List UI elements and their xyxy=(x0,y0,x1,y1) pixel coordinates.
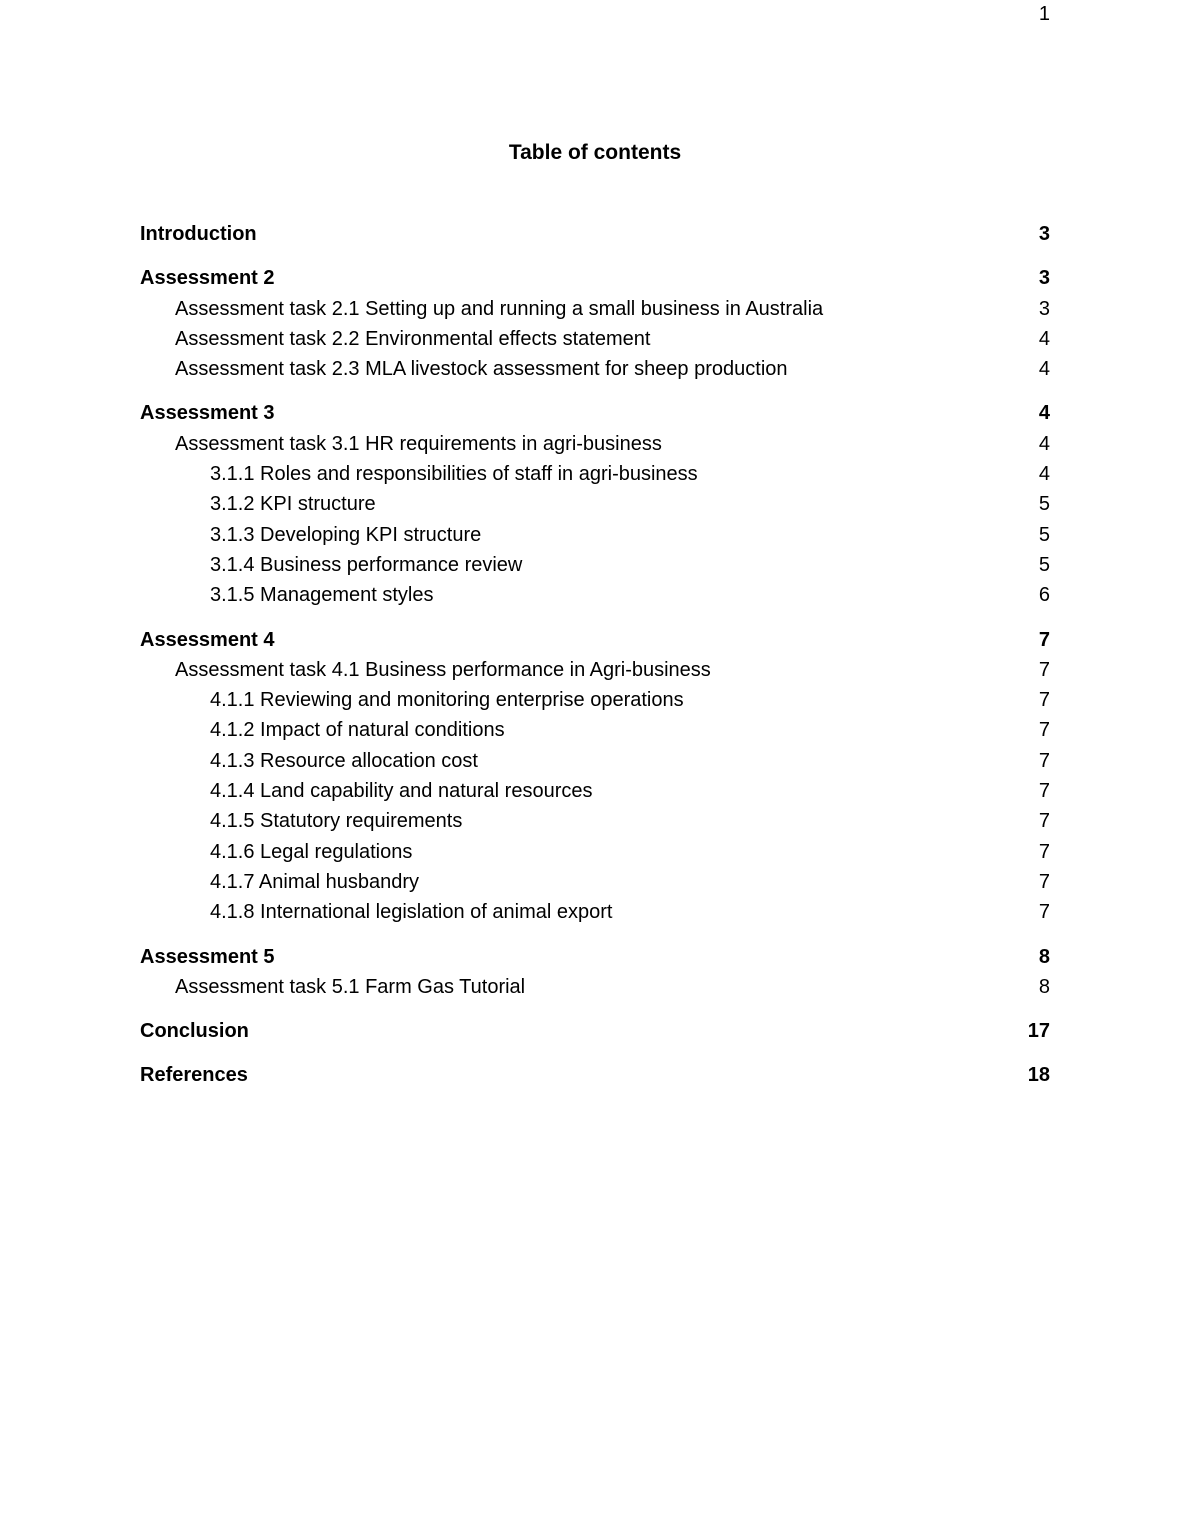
toc-entry[interactable] xyxy=(140,746,1050,776)
toc-entry-page: 3 xyxy=(1038,223,1050,245)
toc-entry[interactable] xyxy=(140,942,1050,972)
toc-entry-page: 7 xyxy=(1038,870,1050,893)
toc-entry-page: 5 xyxy=(1038,553,1050,576)
toc-entry-page: 4 xyxy=(1038,432,1050,455)
toc-entry[interactable] xyxy=(140,685,1050,715)
toc-entry[interactable] xyxy=(140,897,1050,927)
toc-entry[interactable] xyxy=(140,489,1050,519)
toc-entry-page: 7 xyxy=(1038,780,1050,803)
toc-entry[interactable] xyxy=(140,1060,1050,1090)
toc-entry-label: Assessment 3 xyxy=(140,402,275,425)
toc-entry-page: 7 xyxy=(1038,749,1050,772)
toc-entry-label: 4.1.5 Statutory requirements xyxy=(210,810,463,833)
toc-entry-page: 5 xyxy=(1038,523,1050,546)
toc-entry-label: Assessment task 2.2 Environmental effects statement xyxy=(175,327,651,350)
toc-entry[interactable] xyxy=(140,459,1050,489)
toc-entry-label: Conclusion xyxy=(140,1020,249,1043)
toc-entry-label: Assessment task 3.1 HR requirements in agri-business xyxy=(175,432,662,455)
toc-entry-label: 4.1.8 International legislation of animal export xyxy=(210,901,613,924)
toc-entry[interactable] xyxy=(140,398,1050,428)
toc-entry[interactable] xyxy=(140,867,1050,897)
toc-entry[interactable] xyxy=(140,1016,1050,1046)
toc-entry-label: 4.1.2 Impact of natural conditions xyxy=(210,719,505,742)
toc-entry-label: 3.1.1 Roles and responsibilities of staff in agri-business xyxy=(210,463,698,486)
toc-entry-page: 5 xyxy=(1038,493,1050,516)
toc-entry[interactable] xyxy=(140,520,1050,550)
toc-entry-label: Introduction xyxy=(140,223,257,245)
toc-entry[interactable] xyxy=(140,580,1050,610)
toc-entry-page: 7 xyxy=(1038,840,1050,863)
toc-entry[interactable] xyxy=(140,294,1050,324)
toc-entry[interactable] xyxy=(140,219,1050,249)
page-number: 1 xyxy=(1038,3,1050,25)
toc-entry-page: 7 xyxy=(1038,628,1050,651)
toc-entry-label: 3.1.2 KPI structure xyxy=(210,493,376,516)
toc-entry-label: Assessment task 5.1 Farm Gas Tutorial xyxy=(175,975,526,998)
toc-entry-page: 3 xyxy=(1038,297,1050,320)
toc-entry-label: 4.1.1 Reviewing and monitoring enterprise operations xyxy=(210,689,684,712)
toc-entry[interactable] xyxy=(140,263,1050,293)
toc-entry-page: 3 xyxy=(1038,267,1050,290)
toc-entry[interactable] xyxy=(140,625,1050,655)
toc-entry-label: 4.1.3 Resource allocation cost xyxy=(210,749,478,772)
toc-entry-page: 4 xyxy=(1038,463,1050,486)
toc-entry[interactable] xyxy=(140,429,1050,459)
toc-entry-label: References xyxy=(140,1064,248,1087)
toc-entry-page: 4 xyxy=(1038,402,1050,425)
toc-entry-page: 7 xyxy=(1038,689,1050,712)
toc-entry[interactable] xyxy=(140,550,1050,580)
toc-entry[interactable] xyxy=(140,715,1050,745)
toc-entry-label: Assessment task 2.1 Setting up and running a small business in Australia xyxy=(175,297,824,320)
toc-entry-page: 4 xyxy=(1038,327,1050,350)
toc-entry[interactable] xyxy=(140,806,1050,836)
toc-entry-label: Assessment 2 xyxy=(140,267,275,290)
toc-entry-label: 3.1.3 Developing KPI structure xyxy=(210,523,482,546)
toc-entry-label: 4.1.7 Animal husbandry xyxy=(210,870,420,893)
toc-entry[interactable] xyxy=(140,837,1050,867)
toc-title: Table of contents xyxy=(508,141,682,164)
toc-entry[interactable] xyxy=(140,972,1050,1002)
toc-entry[interactable] xyxy=(140,324,1050,354)
toc-entry-page: 7 xyxy=(1038,658,1050,681)
toc-entry[interactable] xyxy=(140,354,1050,384)
toc-entry-page: 18 xyxy=(1027,1064,1050,1087)
toc-entry-page: 7 xyxy=(1038,719,1050,742)
toc-entry-label: 4.1.4 Land capability and natural resources xyxy=(210,780,593,803)
toc-entry[interactable] xyxy=(140,655,1050,685)
toc-entry-page: 17 xyxy=(1027,1020,1050,1043)
toc-entry-label: 3.1.4 Business performance review xyxy=(210,553,523,576)
toc-entry-label: 3.1.5 Management styles xyxy=(210,584,434,607)
toc-entry-page: 8 xyxy=(1038,975,1050,998)
toc-entry-label: 4.1.6 Legal regulations xyxy=(210,840,413,863)
toc-entry-page: 4 xyxy=(1038,358,1050,381)
toc-entry-label: Assessment task 2.3 MLA livestock assessment for sheep production xyxy=(175,358,788,381)
toc-entry-page: 8 xyxy=(1038,945,1050,968)
table-of-contents xyxy=(140,219,1050,1091)
toc-entry-page: 6 xyxy=(1038,584,1050,607)
toc-entry-page: 7 xyxy=(1038,901,1050,924)
toc-entry-label: Assessment 4 xyxy=(140,628,275,651)
toc-entry-page: 7 xyxy=(1038,810,1050,833)
toc-entry-label: Assessment 5 xyxy=(140,945,275,968)
toc-entry-label: Assessment task 4.1 Business performance in Agri-business xyxy=(175,658,711,681)
toc-entry[interactable] xyxy=(140,776,1050,806)
